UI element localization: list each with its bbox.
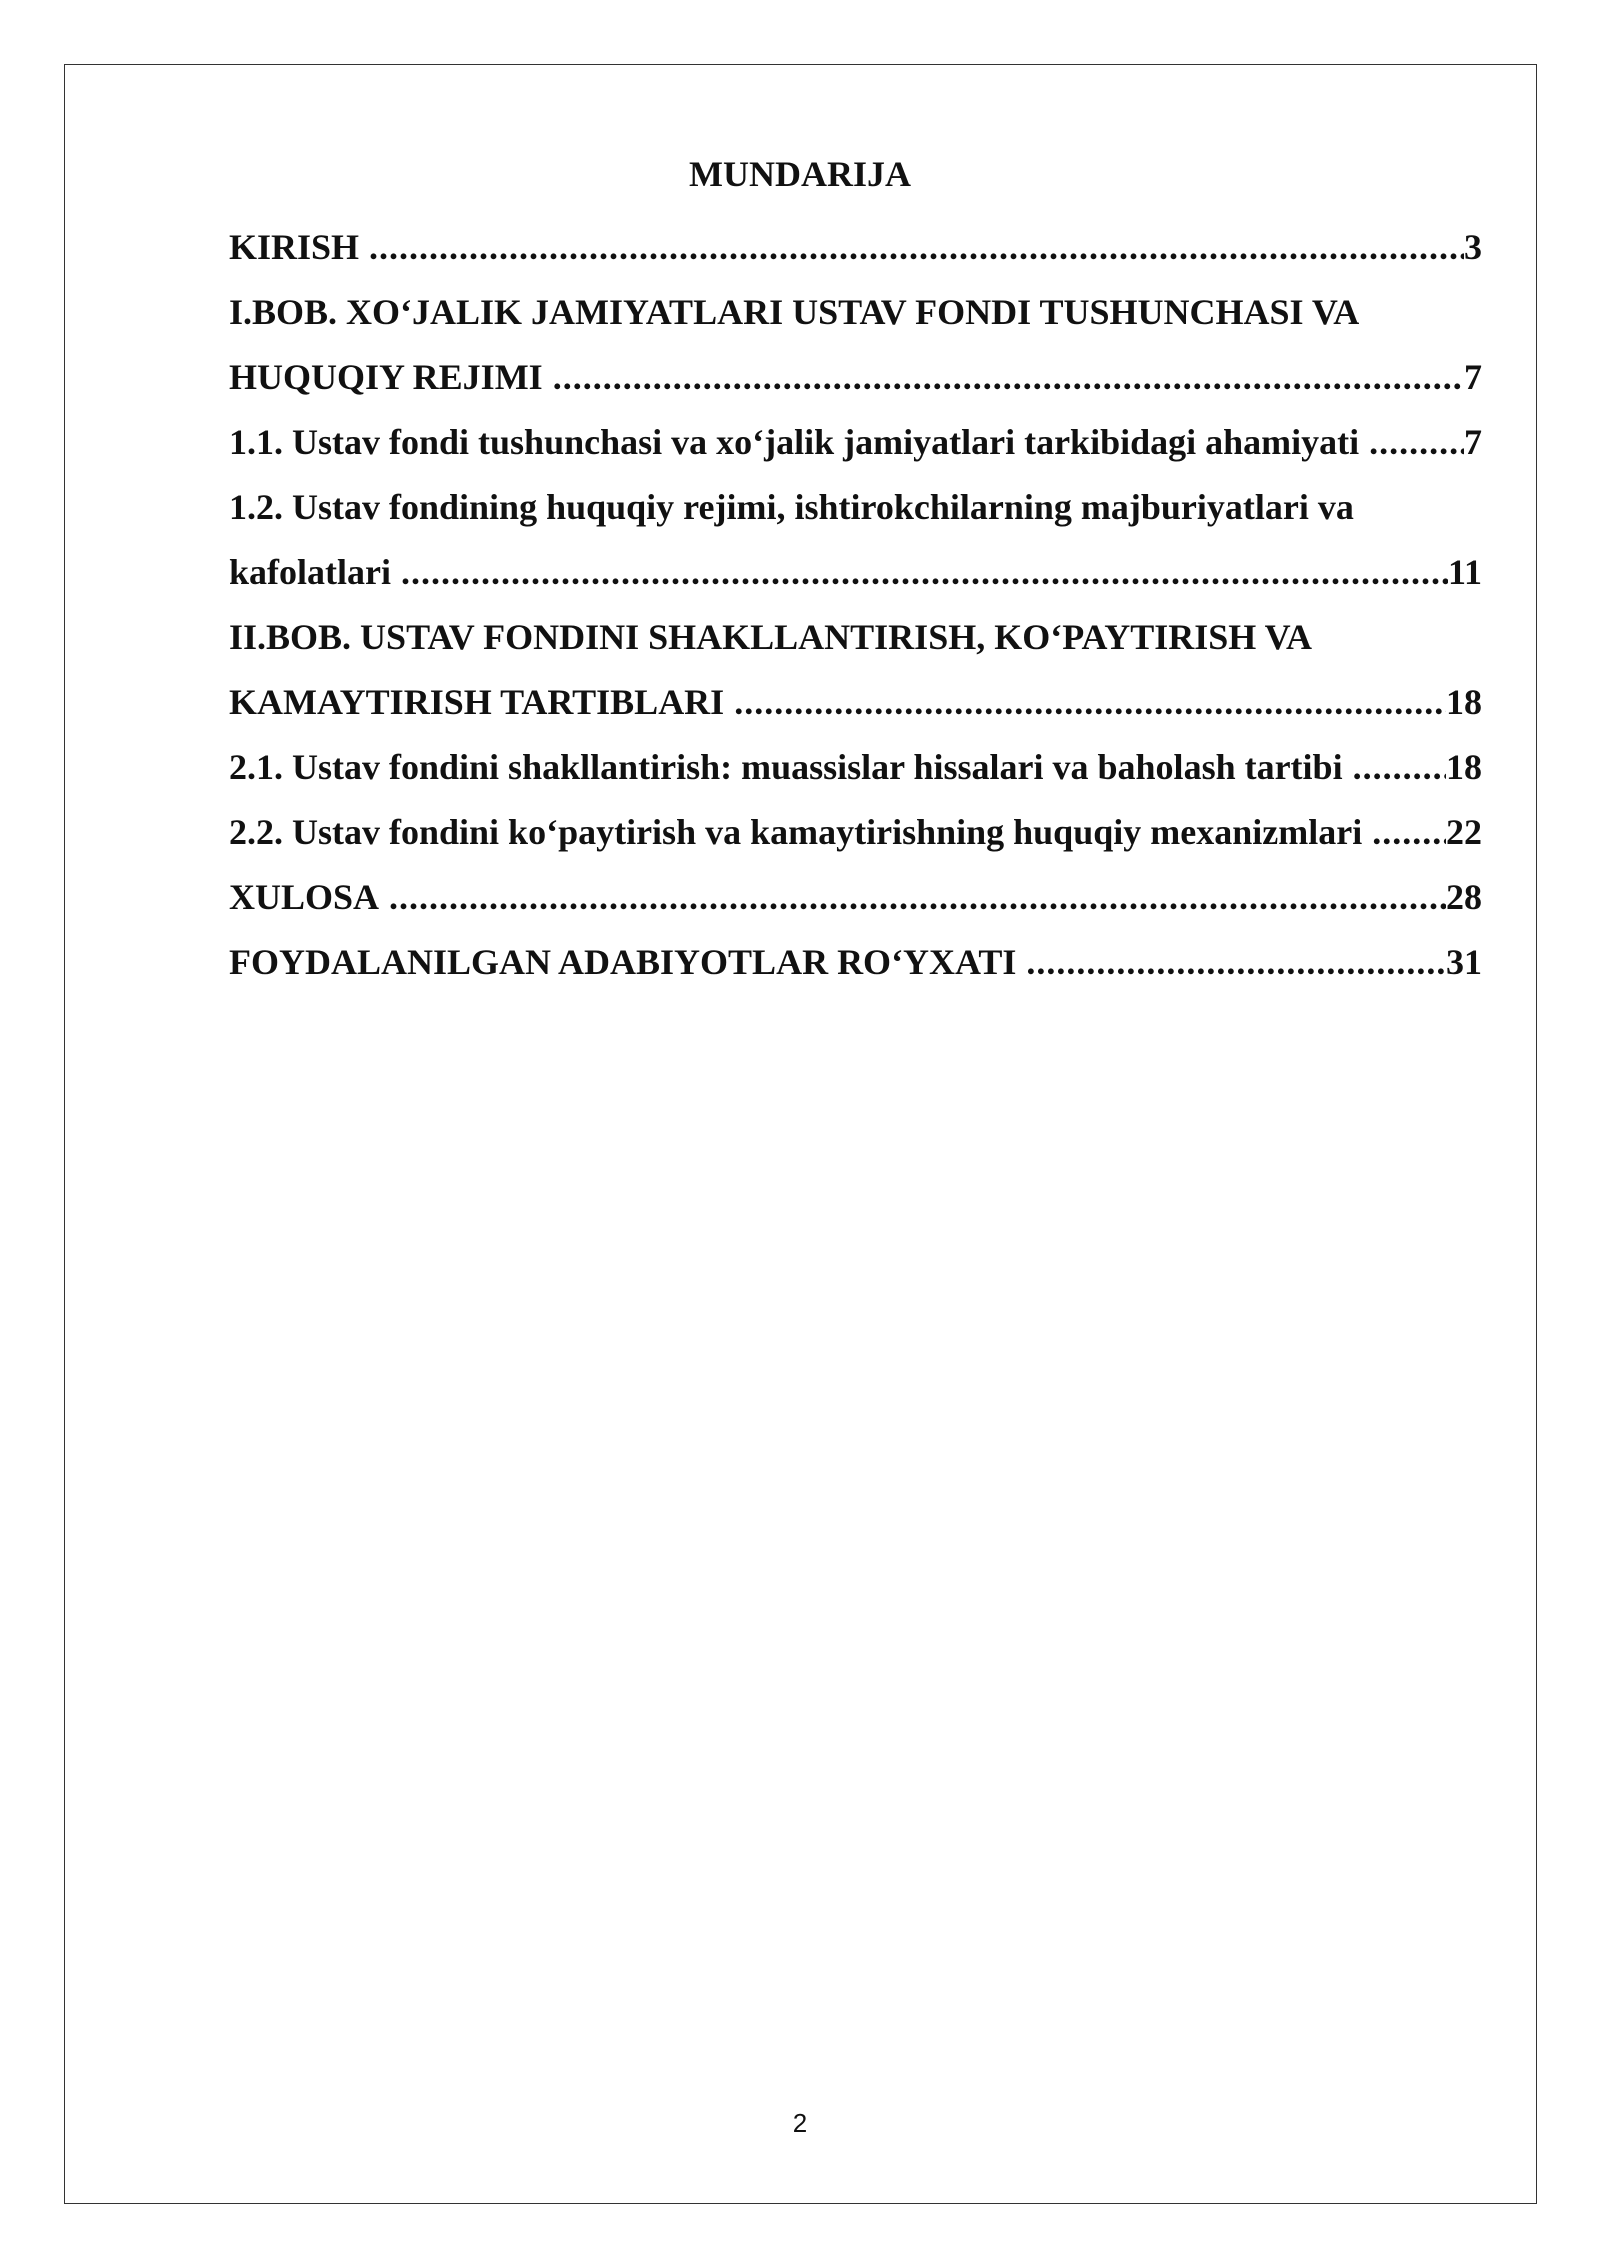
toc-entry-text: HUQUQIY REJIMI	[229, 357, 543, 397]
dot-leader	[1369, 410, 1464, 475]
toc-entry-section-1-2-line1[interactable]	[229, 475, 1482, 540]
dot-leader	[1372, 800, 1446, 865]
dot-leader	[1026, 930, 1446, 995]
toc-entry-kirish[interactable]	[229, 215, 1482, 280]
toc-entry-section-2-1[interactable]	[229, 735, 1482, 800]
toc-entry-xulosa[interactable]	[229, 865, 1482, 930]
toc-entry-text: XULOSA	[229, 877, 380, 917]
dot-leader	[369, 215, 1464, 280]
toc-entry-page: 22	[1446, 812, 1482, 852]
toc-entry-page: 7	[1464, 422, 1482, 462]
dot-leader	[553, 345, 1464, 410]
toc-title: MUNDARIJA	[689, 154, 911, 194]
toc-entry-text: kafolatlari	[229, 552, 391, 592]
dot-leader	[1353, 735, 1446, 800]
toc-entry-section-1-2[interactable]	[229, 540, 1482, 605]
toc-entry-text: KAMAYTIRISH TARTIBLARI	[229, 682, 725, 722]
toc-entry-chapter2-line1[interactable]	[229, 605, 1482, 670]
table-of-contents	[229, 215, 1482, 995]
toc-entry-section-1-1[interactable]	[229, 410, 1482, 475]
dot-leader	[389, 865, 1446, 930]
toc-entry-page: 3	[1464, 227, 1482, 267]
toc-entry-page: 7	[1464, 357, 1482, 397]
toc-entry-chapter1[interactable]	[229, 345, 1482, 410]
dot-leader	[734, 670, 1446, 735]
toc-entry-text: I.BOB. XO‘JALIK JAMIYATLARI USTAV FONDI TUSHUNCHASI VA	[229, 292, 1360, 332]
toc-entry-chapter1-line1[interactable]	[229, 280, 1482, 345]
toc-entry-page: 31	[1446, 942, 1482, 982]
toc-entry-chapter2[interactable]	[229, 670, 1482, 735]
toc-entry-page: 18	[1446, 747, 1482, 787]
toc-entry-page: 28	[1446, 877, 1482, 917]
toc-entry-text: KIRISH	[229, 227, 360, 267]
dot-leader	[401, 540, 1448, 605]
toc-entry-text: FOYDALANILGAN ADABIYOTLAR RO‘YXATI	[229, 942, 1017, 982]
page-number: 2	[792, 2108, 808, 2138]
toc-entry-text: 2.2. Ustav fondini ko‘paytirish va kamaytirishning huquqiy mexanizmlari	[229, 812, 1363, 852]
toc-entry-page: 18	[1446, 682, 1482, 722]
toc-entry-text: II.BOB. USTAV FONDINI SHAKLLANTIRISH, KO‘PAYTIRISH VA	[229, 617, 1312, 657]
toc-entry-text: 2.1. Ustav fondini shakllantirish: muassislar hissalari va baholash tartibi	[229, 747, 1343, 787]
toc-entry-section-2-2[interactable]	[229, 800, 1482, 865]
toc-entry-references[interactable]	[229, 930, 1482, 995]
toc-entry-text: 1.1. Ustav fondi tushunchasi va xo‘jalik jamiyatlari tarkibidagi ahamiyati	[229, 422, 1360, 462]
toc-entry-page: 11	[1447, 552, 1482, 592]
toc-entry-text: 1.2. Ustav fondining huquqiy rejimi, ishtirokchilarning majburiyatlari va	[229, 487, 1354, 527]
